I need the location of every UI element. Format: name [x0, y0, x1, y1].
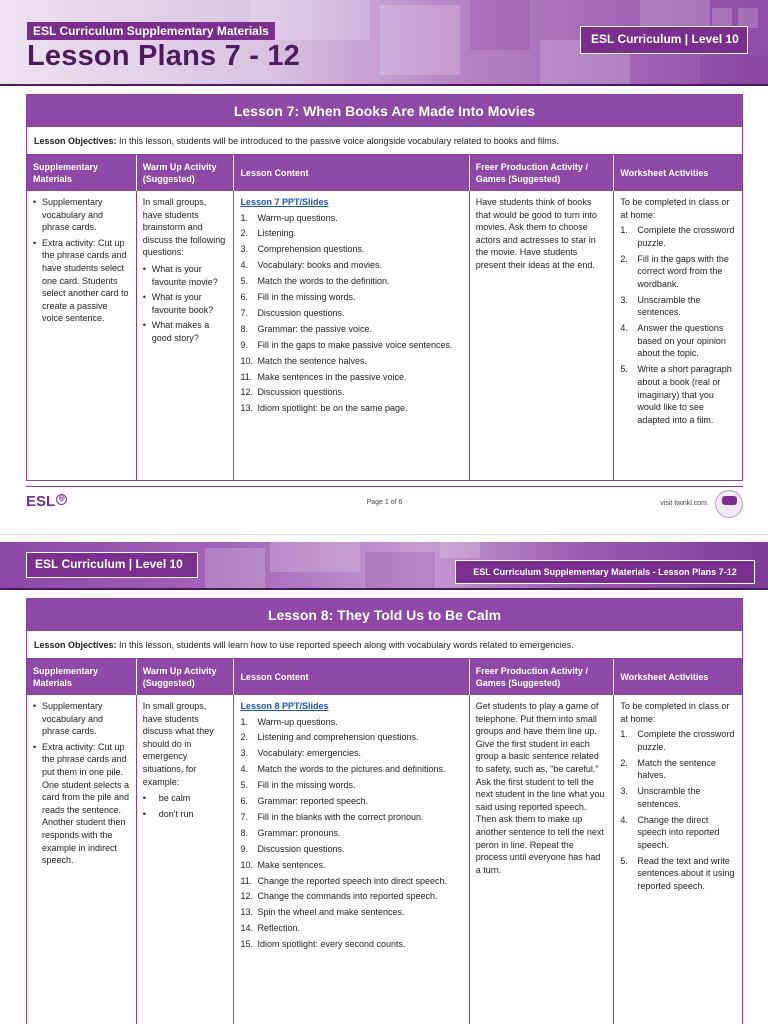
- deco-square: [700, 55, 768, 85]
- list-item: • What is your favourite book?: [143, 291, 228, 316]
- deco-square: [270, 542, 360, 572]
- ppt-slides-link[interactable]: Lesson 8 PPT/Slides: [240, 701, 329, 711]
- lesson-7-table: [26, 94, 743, 481]
- page1-header: [0, 0, 768, 85]
- deco-square: [470, 0, 530, 50]
- header-rule: [0, 588, 768, 590]
- list-item: 6. Fill in the missing words.: [240, 292, 356, 303]
- list-item: 5. Match the words to the definition.: [240, 276, 390, 287]
- list-item: 2. Listening and comprehension questions.: [240, 732, 419, 743]
- list-item: 4. Vocabulary: books and movies.: [240, 260, 383, 271]
- table-header: [27, 659, 742, 695]
- col-content: Lesson Content: [234, 155, 469, 191]
- list-item: 2. Match the sentence halves.: [620, 757, 716, 781]
- worksheet-cell: [614, 695, 742, 1024]
- list-item: 4. Change the direct speech into reported speech.: [620, 814, 720, 850]
- header-rule: [0, 84, 768, 86]
- level-badge: ESL Curriculum | Level 10: [26, 552, 198, 578]
- list-item: • Extra activity: Cut up the phrase cards and have students select one card. Students select another card to create a passive voice sentence.: [33, 237, 130, 325]
- footer-rule: [26, 486, 743, 487]
- deco-square: [440, 542, 480, 558]
- page-footer: [26, 488, 743, 518]
- col-warmup: Warm Up Activity (Suggested): [137, 659, 235, 695]
- globe-icon: ◎: [56, 494, 67, 505]
- deco-square: [738, 8, 758, 28]
- page-divider: [0, 534, 768, 535]
- freer-cell: Have students think of books that would be good to turn into movies. Ask them to choose actors and actresses to star in the movie. Have students present their ideas at the end.: [470, 191, 615, 480]
- list-item: 9. Fill in the gaps to make passive voice sentences.: [240, 339, 453, 350]
- list-item: 4. Match the words to the pictures and definitions.: [240, 764, 446, 775]
- list-item: 1. Warm-up questions.: [240, 716, 338, 727]
- page-title: Lesson Plans 7 - 12: [27, 40, 300, 72]
- table-body: [27, 191, 742, 480]
- page2-header: [0, 542, 768, 588]
- list-item: 9. Discussion questions.: [240, 843, 345, 854]
- list-item: 5. Read the text and write sentences about it using reported speech.: [620, 855, 735, 891]
- warmup-intro: In small groups, have students discuss what they should do in emergency situations, for example:: [142, 701, 214, 787]
- list-item: • don't run: [143, 808, 228, 821]
- col-warmup: Warm Up Activity (Suggested): [137, 155, 235, 191]
- supplementary-cell: [27, 191, 137, 480]
- supplementary-cell: [27, 695, 137, 1024]
- level-badge: ESL Curriculum | Level 10: [580, 26, 748, 54]
- col-worksheet: Worksheet Activities: [620, 672, 709, 682]
- objectives-label: Lesson Objectives:: [34, 136, 117, 146]
- list-item: 5. Fill in the missing words.: [240, 780, 356, 791]
- col-worksheet: Worksheet Activities: [620, 168, 709, 178]
- list-item: • Extra activity: Cut up the phrase cards and put them in one pile. One student selects a card from the pile and reads the sentence. Another student then responds with the example in indirect speech.: [33, 741, 130, 867]
- content-cell: [234, 695, 469, 1024]
- col-freer: Freer Production Activity / Games (Suggested): [470, 155, 615, 191]
- list-item: 14. Reflection.: [240, 923, 300, 934]
- col-supplementary: Supplementary Materials: [27, 155, 137, 191]
- list-item: 7. Discussion questions.: [240, 307, 345, 318]
- list-item: 1. Warm-up questions.: [240, 212, 338, 223]
- quality-badge-icon: [715, 490, 743, 518]
- list-item: 1. Complete the crossword puzzle.: [620, 225, 735, 248]
- list-item: 13. Spin the wheel and make sentences.: [240, 907, 405, 918]
- col-content: Lesson Content: [234, 659, 469, 695]
- col-supplementary: Supplementary Materials: [27, 659, 137, 695]
- list-item: 3. Unscramble the sentences.: [620, 294, 701, 318]
- table-header: [27, 155, 742, 191]
- deco-square: [205, 548, 265, 588]
- table-body: [27, 695, 742, 1024]
- list-item: 10. Make sentences.: [240, 859, 326, 870]
- list-item: 12. Discussion questions.: [240, 387, 345, 398]
- lesson-objectives: [27, 631, 742, 659]
- lesson-title: Lesson 8: They Told Us to Be Calm: [27, 599, 742, 631]
- worksheet-cell: [614, 191, 742, 480]
- list-item: 12. Change the commands into reported speech.: [240, 891, 438, 902]
- worksheet-intro: To be completed in class or at home:: [620, 701, 730, 724]
- lesson-objectives: [27, 127, 742, 155]
- list-item: 10. Match the sentence halves.: [240, 355, 368, 366]
- objectives-text: In this lesson, students will be introduced to the passive voice alongside vocabulary related to books and films.: [116, 136, 559, 146]
- curriculum-tag: ESL Curriculum Supplementary Materials - Lesson Plans 7-12: [455, 560, 755, 584]
- visit-link[interactable]: visit twinkl.com: [660, 500, 707, 507]
- col-freer: Freer Production Activity / Games (Suggested): [470, 659, 615, 695]
- list-item: 5. Write a short paragraph about a book (real or imaginary) that you would like to see adapted into a film.: [620, 364, 732, 425]
- list-item: 13. Idiom spotlight: be on the same page.: [240, 403, 408, 414]
- deco-square: [712, 8, 732, 28]
- list-item: 2. Fill in the gaps with the correct word from the wordbank.: [620, 253, 729, 289]
- list-item: • Supplementary vocabulary and phrase cards.: [33, 196, 130, 234]
- worksheet-intro: To be completed in class or at home:: [620, 197, 730, 220]
- list-item: • Supplementary vocabulary and phrase cards.: [33, 700, 130, 738]
- freer-cell: Get students to play a game of telephone. Put them into small groups and have them line up. Give the first student in each group a basic sentence related to safety, such as, "be careful." Ask the first student to tell the next student in the line what you said using reported speech. Then ask them to make up another sentence to tell the next peron in line. Repeat the process until everyone has had a turn.: [470, 695, 615, 1024]
- esl-logo: ESL ◎: [26, 493, 67, 510]
- list-item: • be calm: [143, 792, 228, 805]
- list-item: 8. Grammar: pronouns.: [240, 827, 341, 838]
- list-item: 15. Idiom spotlight: every second counts.: [240, 939, 406, 950]
- warmup-intro: In small groups, have students brainstorm and discuss the following questions:: [142, 197, 226, 258]
- list-item: 8. Grammar: the passive voice.: [240, 323, 372, 334]
- list-item: • What makes a good story?: [143, 319, 228, 344]
- list-item: 2. Listening.: [240, 228, 296, 239]
- list-item: 6. Grammar: reported speech.: [240, 796, 368, 807]
- list-item: 3. Comprehension questions.: [240, 244, 365, 255]
- lesson-title: Lesson 7: When Books Are Made Into Movies: [27, 95, 742, 127]
- curriculum-tag: ESL Curriculum Supplementary Materials: [27, 22, 275, 40]
- list-item: 11. Change the reported speech into direct speech.: [240, 875, 448, 886]
- lesson-8-table: [26, 598, 743, 1024]
- content-cell: [234, 191, 469, 480]
- ppt-slides-link[interactable]: Lesson 7 PPT/Slides: [240, 197, 329, 207]
- deco-square: [380, 5, 460, 75]
- warmup-cell: [137, 191, 235, 480]
- objectives-text: In this lesson, students will learn how to use reported speech along with vocabulary words related to emergencies.: [116, 640, 574, 650]
- list-item: • What is your favourite movie?: [143, 263, 228, 288]
- deco-square: [365, 552, 435, 588]
- page-number: Page 1 of 6: [366, 499, 403, 506]
- list-item: 1. Complete the crossword puzzle.: [620, 729, 735, 752]
- objectives-label: Lesson Objectives:: [34, 640, 117, 650]
- list-item: 3. Unscramble the sentences.: [620, 786, 701, 809]
- warmup-cell: [137, 695, 235, 1024]
- list-item: 11. Make sentences in the passive voice.: [240, 371, 407, 382]
- list-item: 3. Vocabulary: emergencies.: [240, 748, 361, 759]
- list-item: 7. Fill in the blanks with the correct pronoun.: [240, 811, 424, 822]
- list-item: 4. Answer the questions based on your opinion about the topic.: [620, 323, 726, 359]
